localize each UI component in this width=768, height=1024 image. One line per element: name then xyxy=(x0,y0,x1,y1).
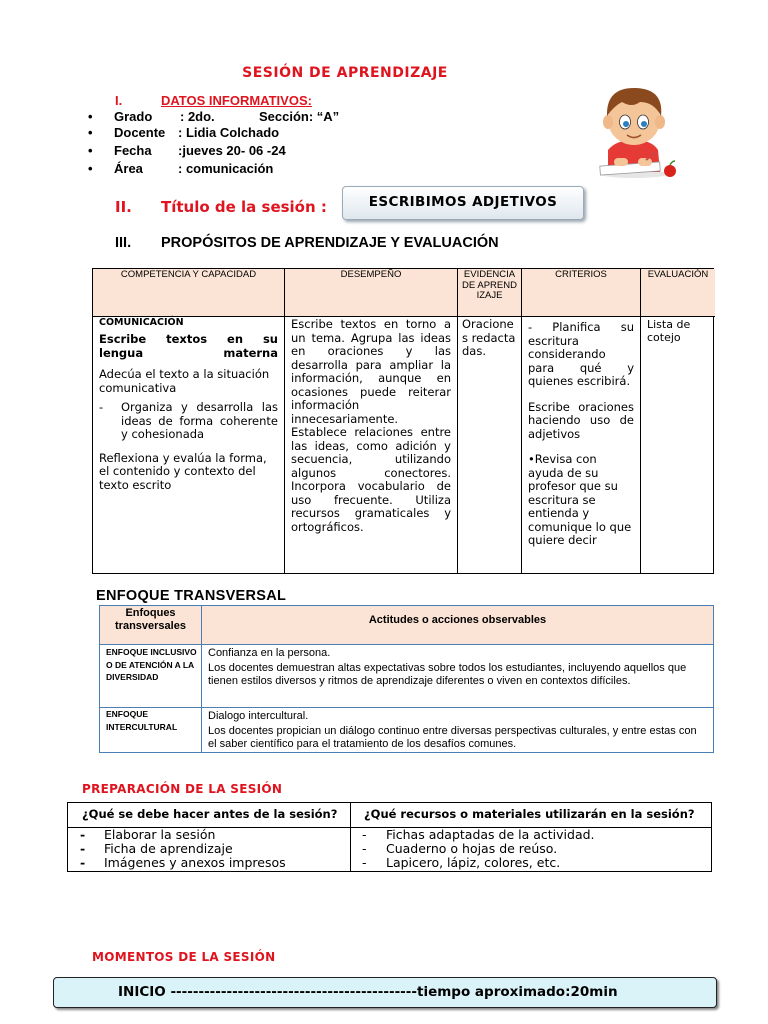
section-numeral: II. xyxy=(115,198,132,216)
bullet: • xyxy=(88,161,93,176)
fecha-value: :jueves 20- 06 -24 xyxy=(178,143,286,158)
cell-criterios xyxy=(522,317,641,573)
attitude-description: Los docentes propician un diálogo continuo entre diversas perspectivas culturales, y entre estas con el saber científico para el tratamiento de los desafíos comunes. xyxy=(208,725,697,750)
enfoque-heading: ENFOQUE TRANSVERSAL xyxy=(96,588,287,604)
section-numeral: III. xyxy=(115,235,132,251)
grado-value: : 2do. xyxy=(180,109,215,124)
header-evidencia: EVIDENCIA DE APRENDIZAJE xyxy=(458,269,522,317)
fecha-label: Fecha xyxy=(114,143,152,158)
bullet: • xyxy=(88,109,93,124)
document-title: SESIÓN DE APRENDIZAJE xyxy=(242,65,448,81)
competency-table xyxy=(92,268,714,574)
attitude-description: Los docentes demuestran altas expectativas sobre todos los estudiantes, incluyendo aquellos que tienen estilos diversos y ritmos de aprendizaje diferentes o viven en contextos difíciles. xyxy=(208,662,687,687)
header-competencia: COMPETENCIA Y CAPACIDAD xyxy=(93,269,285,317)
preparacion-heading: PREPARACIÓN DE LA SESIÓN xyxy=(82,782,283,796)
header-antes: ¿Qué se debe hacer antes de la sesión? xyxy=(82,807,338,821)
area-name: COMUNICACIÓN xyxy=(99,317,184,328)
attitude-title: Dialogo intercultural. xyxy=(208,710,309,722)
capacidad-2-text: Organiza y desarrolla las ideas de forma coherente y cohesionada xyxy=(121,400,278,441)
area-value: : comunicación xyxy=(178,161,274,176)
enfoque-intercultural-actitud xyxy=(208,710,708,751)
bullet: • xyxy=(88,125,93,140)
header-actitudes: Actitudes o acciones observables xyxy=(368,614,547,626)
attitude-title: Confianza en la persona. xyxy=(208,647,331,659)
header-enfoques: Enfoques transversales xyxy=(115,607,186,632)
docente-value: : Lidia Colchado xyxy=(178,125,280,140)
criterio-3: •Revisa con ayuda de su profesor que su escritura se entienda y comunique lo que quiere decir xyxy=(528,452,632,547)
criterio-1: - Planifica su escritura considerando para qué y quienes escribirá. xyxy=(528,320,634,388)
capacidad-3: Reflexiona y evalúa la forma, el contenido y contexto del texto escrito xyxy=(99,450,267,492)
docente-label: Docente xyxy=(114,125,166,140)
section-title: DATOS INFORMATIVOS: xyxy=(161,93,312,108)
enfoque-inclusivo-name: ENFOQUE INCLUSIVO O DE ATENCIÓN A LA DIVERSIDAD xyxy=(106,647,197,682)
header-evaluacion: EVALUACIÓN xyxy=(641,269,715,317)
session-title-box: ESCRIBIMOS ADJETIVOS xyxy=(342,186,584,220)
section-datos-informativos xyxy=(115,93,312,108)
bullet: • xyxy=(88,143,93,158)
seccion-value: Sección: “A” xyxy=(259,109,340,124)
enfoque-inclusivo-actitud xyxy=(208,647,708,688)
section-propositos xyxy=(115,235,499,251)
header-criterios: CRITERIOS xyxy=(522,269,641,317)
enfoque-table xyxy=(99,605,714,753)
header-recursos: ¿Qué recursos o materiales utilizarán en la sesión? xyxy=(364,807,695,821)
cell-competencia xyxy=(93,317,285,573)
section-titulo-sesion xyxy=(115,198,327,216)
section-numeral: I. xyxy=(115,93,123,108)
dash: - xyxy=(99,400,104,414)
cell-evaluacion: Lista de cotejo xyxy=(647,318,691,344)
cell-evidencia: Oraciones redactadas. xyxy=(458,317,522,573)
area-label: Área xyxy=(114,161,143,176)
capacidad-2 xyxy=(99,401,278,442)
momentos-heading: MOMENTOS DE LA SESIÓN xyxy=(92,950,276,964)
boy-writing-illustration xyxy=(594,82,682,182)
grado-label: Grado xyxy=(114,109,153,124)
inicio-banner: INICIO --------------------------------------------tiempo aproximado:20min xyxy=(53,977,717,1008)
section-title: PROPÓSITOS DE APRENDIZAJE Y EVALUACIÓN xyxy=(161,235,499,251)
preparacion-table: ¿Qué se debe hacer antes de la sesión? ¿Qué recursos o materiales utilizarán en la sesión? - Elaborar la sesión - Ficha de aprendizaje - Imágenes y anexos impresos - Fichas adaptadas de la actividad. - Cuaderno o hojas de reúso. - Lapicero, lápiz, colores, etc. xyxy=(67,802,712,872)
enfoque-intercultural-name: ENFOQUE INTERCULTURAL xyxy=(106,709,178,732)
header-desempeno: DESEMPEÑO xyxy=(285,269,458,317)
capacidad-1: Adecúa el texto a la situación comunicativa xyxy=(99,367,270,395)
section-title: Título de la sesión : xyxy=(161,198,327,216)
cell-desempeno: Escribe textos en torno a un tema. Agrupa las ideas en oraciones y las desarrolla para ampliar la información, aunque en ocasiones puede reiterar información innecesariamente. Establece relaciones entre las ideas, como adición y secuencia, utilizando algunos conectores. Incorpora vocabulario de uso frecuente. Utiliza recursos gramaticales y ortográficos. xyxy=(285,317,458,573)
competencia-name: Escribe textos en su lengua materna xyxy=(99,332,278,360)
criterio-2: Escribe oraciones haciendo uso de adjetivos xyxy=(528,399,634,441)
